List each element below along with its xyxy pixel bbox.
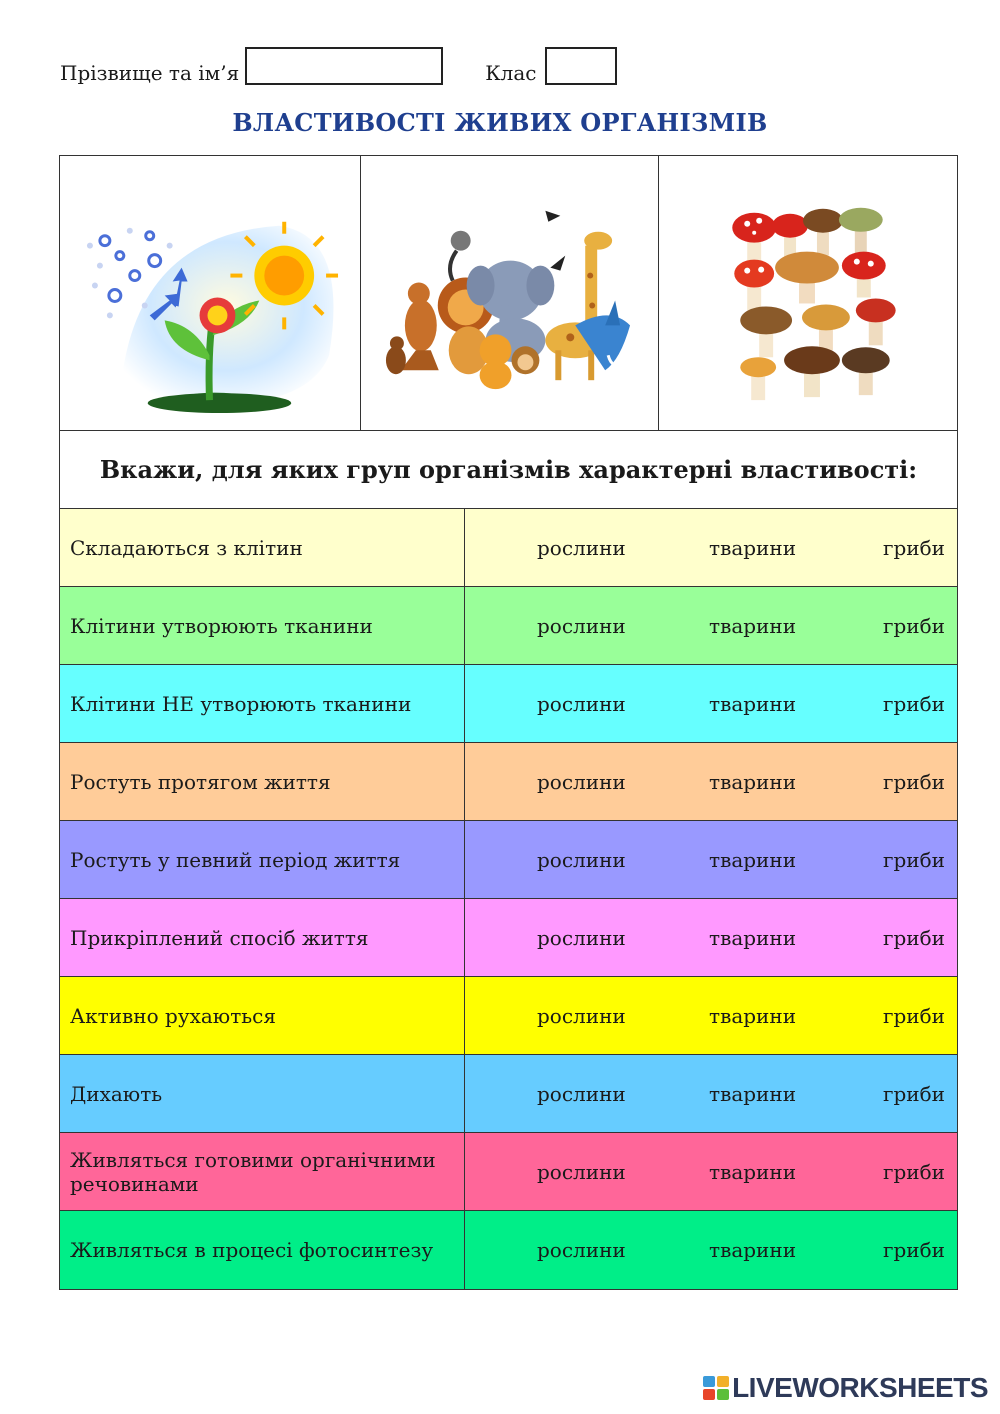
option-plants[interactable]: рослини (537, 1238, 626, 1262)
name-label: Прізвище та ім’я (60, 61, 240, 85)
property-row (60, 1055, 957, 1133)
mushroom-icon (856, 298, 896, 345)
property-label: Складаються з клітин (60, 509, 465, 586)
shark-icon (575, 300, 630, 370)
answer-options (465, 665, 957, 742)
properties-list (60, 509, 957, 1289)
class-input-box[interactable] (545, 47, 617, 85)
option-plants[interactable]: рослини (537, 1159, 626, 1184)
option-animals[interactable]: тварини (709, 1081, 797, 1106)
option-animals[interactable]: тварини (709, 1003, 797, 1028)
property-label: Живляться готовими органічними речовинами (60, 1133, 465, 1210)
mushroom-icon (772, 214, 808, 258)
property-label: Активно рухаються (60, 977, 465, 1054)
option-fungi[interactable]: гриби (883, 769, 945, 794)
option-fungi[interactable]: гриби (883, 847, 945, 872)
property-row (60, 509, 957, 587)
property-label: Живляться в процесі фотосинтезу (60, 1211, 465, 1289)
answer-options (465, 977, 957, 1054)
answer-options (465, 743, 957, 820)
option-animals[interactable]: тварини (709, 925, 797, 950)
instruction-text: Вкажи, для яких груп організмів характерні властивості: (60, 431, 957, 509)
answer-options (465, 899, 957, 976)
option-animals[interactable]: тварини (709, 769, 797, 794)
images-row (60, 156, 957, 431)
property-row (60, 899, 957, 977)
answer-options (465, 587, 957, 664)
answer-options (465, 509, 957, 586)
animals-illustration (361, 156, 658, 430)
option-plants[interactable]: рослини (537, 847, 626, 872)
option-plants[interactable]: рослини (537, 925, 626, 950)
mushroom-icon (802, 304, 850, 350)
mushroom-icon (784, 346, 840, 397)
answer-options (465, 1055, 957, 1132)
class-label: Клас (485, 61, 537, 85)
property-row (60, 1133, 957, 1211)
option-plants[interactable]: рослини (537, 613, 626, 638)
answer-options (465, 1133, 957, 1210)
option-fungi[interactable]: гриби (883, 1081, 945, 1106)
liveworksheets-logo (703, 1372, 988, 1404)
mushroom-icon (839, 208, 883, 256)
option-animals[interactable]: тварини (709, 613, 797, 638)
property-row (60, 665, 957, 743)
option-animals[interactable]: тварини (709, 535, 797, 560)
lemur-icon (450, 231, 471, 281)
option-fungi[interactable]: гриби (883, 925, 945, 950)
option-plants[interactable]: рослини (537, 535, 626, 560)
monkey-icon (511, 346, 539, 374)
mushroom-icon (842, 347, 890, 395)
property-row (60, 1211, 957, 1289)
option-fungi[interactable]: гриби (883, 1238, 945, 1262)
option-plants[interactable]: рослини (537, 691, 626, 716)
mushroom-icon (842, 252, 886, 298)
plant-sun-illustration (60, 156, 360, 430)
bird-icon (545, 211, 565, 271)
option-animals[interactable]: тварини (709, 1159, 797, 1184)
option-plants[interactable]: рослини (537, 769, 626, 794)
animals-image-cell (361, 156, 659, 430)
option-animals[interactable]: тварини (709, 847, 797, 872)
option-fungi[interactable]: гриби (883, 613, 945, 638)
page-title: ВЛАСТИВОСТІ ЖИВИХ ОРГАНІЗМІВ (232, 108, 768, 137)
option-fungi[interactable]: гриби (883, 1003, 945, 1028)
mushroom-icon (775, 252, 839, 304)
property-row (60, 743, 957, 821)
option-fungi[interactable]: гриби (883, 535, 945, 560)
option-plants[interactable]: рослини (537, 1081, 626, 1106)
student-info (60, 46, 617, 86)
mushroom-icon (740, 306, 792, 357)
fungi-image-cell (659, 156, 957, 430)
option-plants[interactable]: рослини (537, 1003, 626, 1028)
property-label: Клітини НЕ утворюють тканини (60, 665, 465, 742)
property-row (60, 821, 957, 899)
kangaroo-icon (401, 283, 439, 371)
answer-options (465, 1211, 957, 1289)
property-row (60, 587, 957, 665)
property-label: Ростуть протягом життя (60, 743, 465, 820)
property-label: Прикріплений спосіб життя (60, 899, 465, 976)
option-fungi[interactable]: гриби (883, 1159, 945, 1184)
name-input-box[interactable] (245, 47, 443, 85)
option-animals[interactable]: тварини (709, 1238, 797, 1262)
squirrel-icon (386, 336, 406, 374)
mushroom-icon (740, 357, 776, 400)
mushroom-icon (803, 209, 843, 256)
logo-mark-icon (703, 1376, 729, 1400)
property-row (60, 977, 957, 1055)
worksheet-table (59, 155, 958, 1290)
answer-options (465, 821, 957, 898)
logo-text: LIVEWORKSHEETS (732, 1372, 988, 1403)
property-label: Дихають (60, 1055, 465, 1132)
mushroom-icon (732, 213, 776, 261)
mushroom-icon (734, 260, 774, 311)
property-label: Клітини утворюють тканини (60, 587, 465, 664)
option-animals[interactable]: тварини (709, 691, 797, 716)
option-fungi[interactable]: гриби (883, 691, 945, 716)
property-label: Ростуть у певний період життя (60, 821, 465, 898)
plant-image-cell (60, 156, 361, 430)
mushrooms-illustration (659, 156, 957, 430)
